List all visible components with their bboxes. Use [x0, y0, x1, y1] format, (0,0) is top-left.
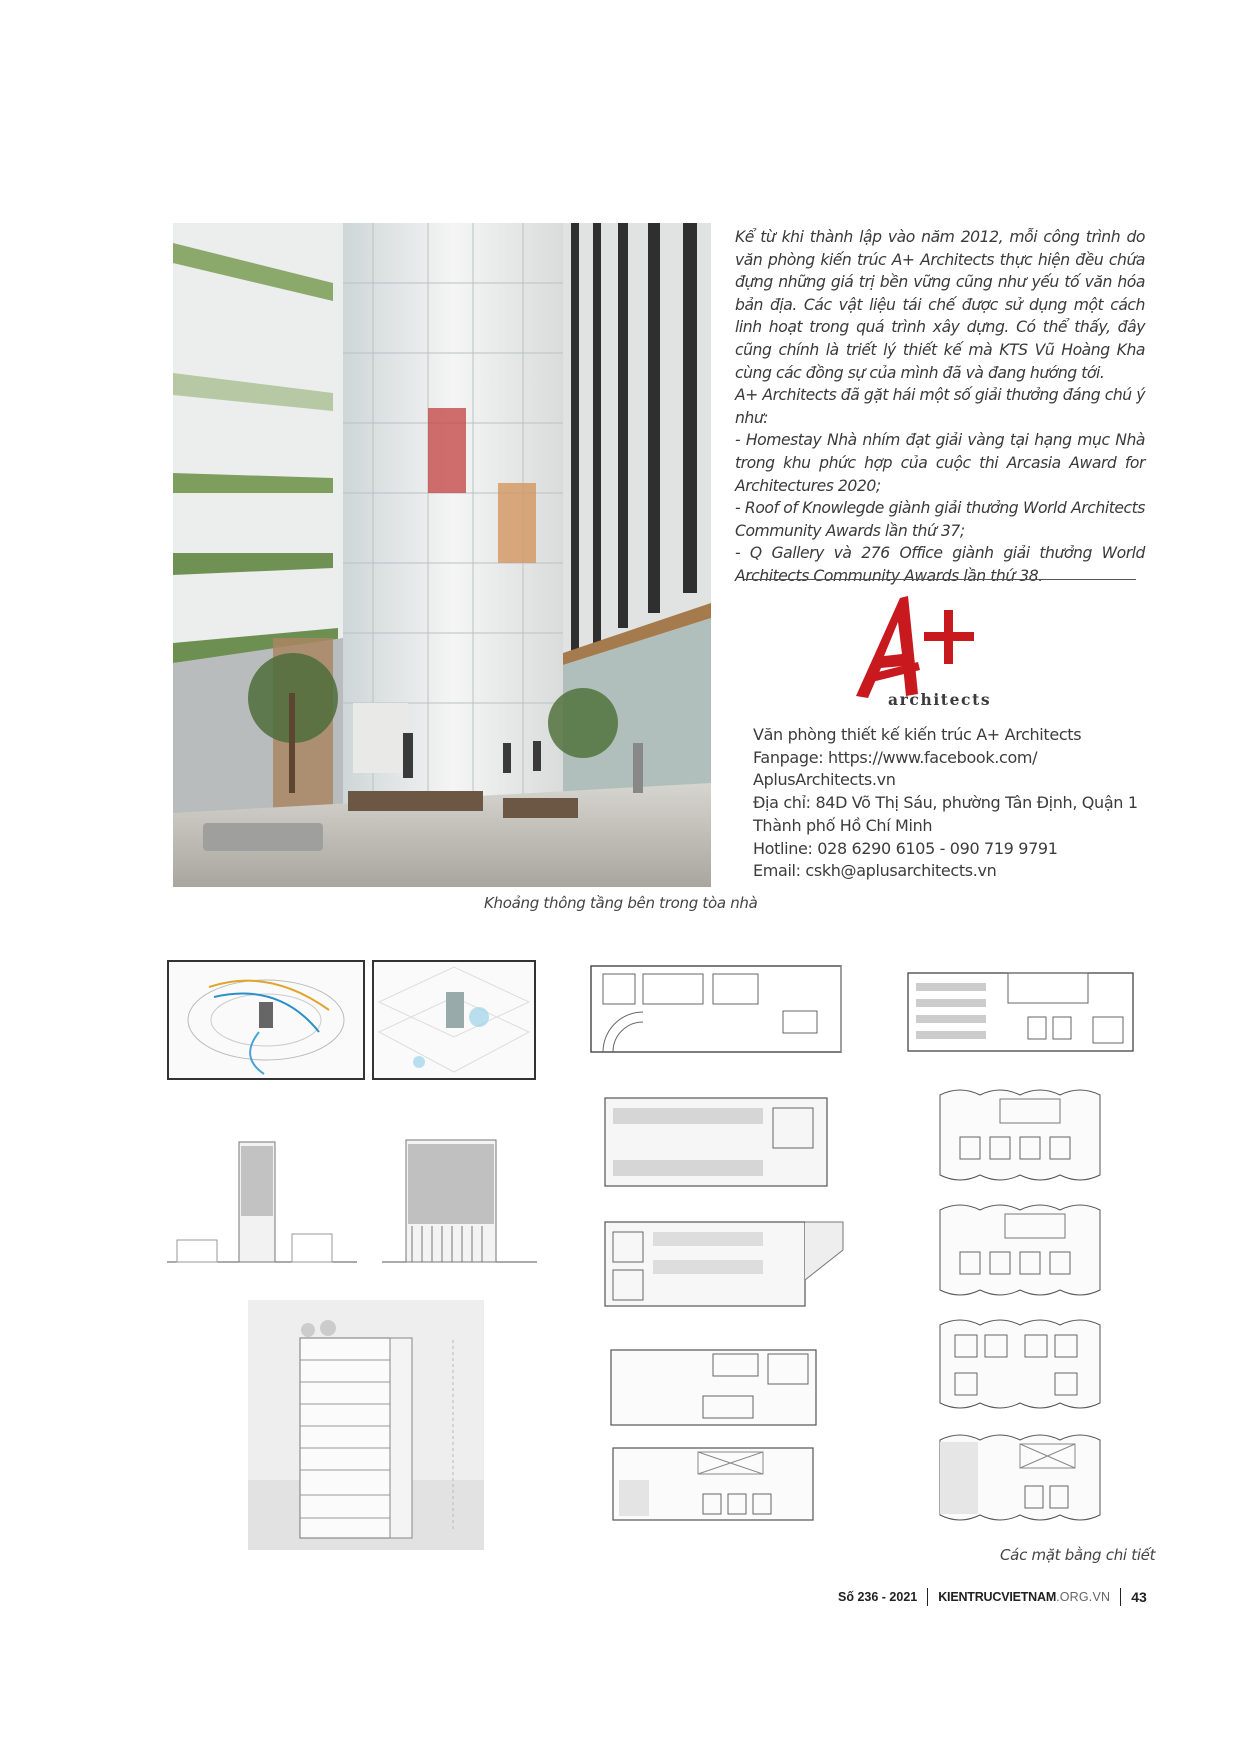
floor-plan — [603, 1340, 828, 1435]
floor-plan — [910, 1430, 1135, 1525]
floor-plan — [583, 1090, 838, 1195]
site-diagram — [167, 960, 365, 1080]
contact-city: Thành phố Hồ Chí Minh — [753, 815, 933, 835]
article-paragraph: - Q Gallery và 276 Office giành giải thưởng World Architects Community Awards lần thứ 38. — [735, 544, 1145, 585]
photo-caption: Khoảng thông tầng bên trong tòa nhà — [484, 894, 758, 912]
magazine-domain: .ORG.VN — [1056, 1590, 1111, 1604]
floor-plan — [898, 965, 1148, 1065]
elevation-drawing — [167, 1130, 357, 1265]
article-paragraph: A+ Architects đã gặt hái một số giải thưởng đáng chú ý như: — [735, 386, 1145, 427]
page-number: 43 — [1131, 1589, 1147, 1605]
article-paragraph: - Homestay Nhà nhím đạt giải vàng tại hạng mục Nhà trong khu phức hợp của cuộc thi Arcasia Award for Architectures 2020; — [735, 431, 1145, 495]
floor-plan — [900, 1200, 1145, 1305]
floor-plan — [900, 1085, 1145, 1193]
floor-plan — [583, 956, 875, 1064]
contact-block — [753, 724, 1138, 883]
article-paragraph: Kể từ khi thành lập vào năm 2012, mỗi công trình do văn phòng kiến trúc A+ Architects thực hiện đều chứa đựng những giá trị bền vững cũng như yếu tố văn hóa bản địa. Các vật liệu tái chế được sử dụng một cách linh hoạt trong quá trình xây dựng. Có thể thấy, đây cũng chính là triết lý thiết kế mà KTS Vũ Hoàng Kha cùng các đồng sự của mình đã và đang hướng tới. — [735, 228, 1145, 382]
floor-plan — [900, 1315, 1140, 1415]
elevation-drawing — [382, 1130, 537, 1265]
issue-number: Số 236 - 2021 — [838, 1590, 918, 1604]
logo-mark: A+ — [900, 598, 902, 599]
contact-office: Văn phòng thiết kế kiến trúc A+ Architects — [753, 725, 1082, 744]
magazine-brand: KIENTRUCVIETNAM — [938, 1590, 1057, 1604]
floor-plan — [583, 1210, 853, 1318]
divider — [744, 579, 1136, 580]
floor-plan — [603, 1440, 828, 1530]
article-paragraph: - Roof of Knowlegde giành giải thưởng World Architects Community Awards lần thứ 37; — [735, 499, 1145, 540]
contact-address: Địa chỉ: 84D Võ Thị Sáu, phường Tân Định, Quận 1 — [753, 793, 1138, 813]
footer-separator — [1120, 1588, 1121, 1606]
contact-hotline: Hotline: 028 6290 6105 - 090 719 9791 — [753, 838, 1058, 858]
plans-caption: Các mặt bằng chi tiết — [1000, 1546, 1156, 1564]
article-text — [735, 226, 1145, 588]
contact-fanpage[interactable]: Fanpage: https://www.facebook.com/ — [753, 747, 1038, 767]
section-drawing — [248, 1300, 484, 1550]
logo-wordmark: architects — [888, 690, 992, 709]
contact-fanpage-cont[interactable]: AplusArchitects.vn — [753, 770, 896, 790]
contact-email[interactable]: Email: cskh@aplusarchitects.vn — [753, 861, 997, 881]
footer-separator — [927, 1588, 928, 1606]
atrium-photo — [173, 223, 711, 887]
axonometric-diagram — [372, 960, 536, 1080]
page-footer — [838, 1586, 1147, 1608]
